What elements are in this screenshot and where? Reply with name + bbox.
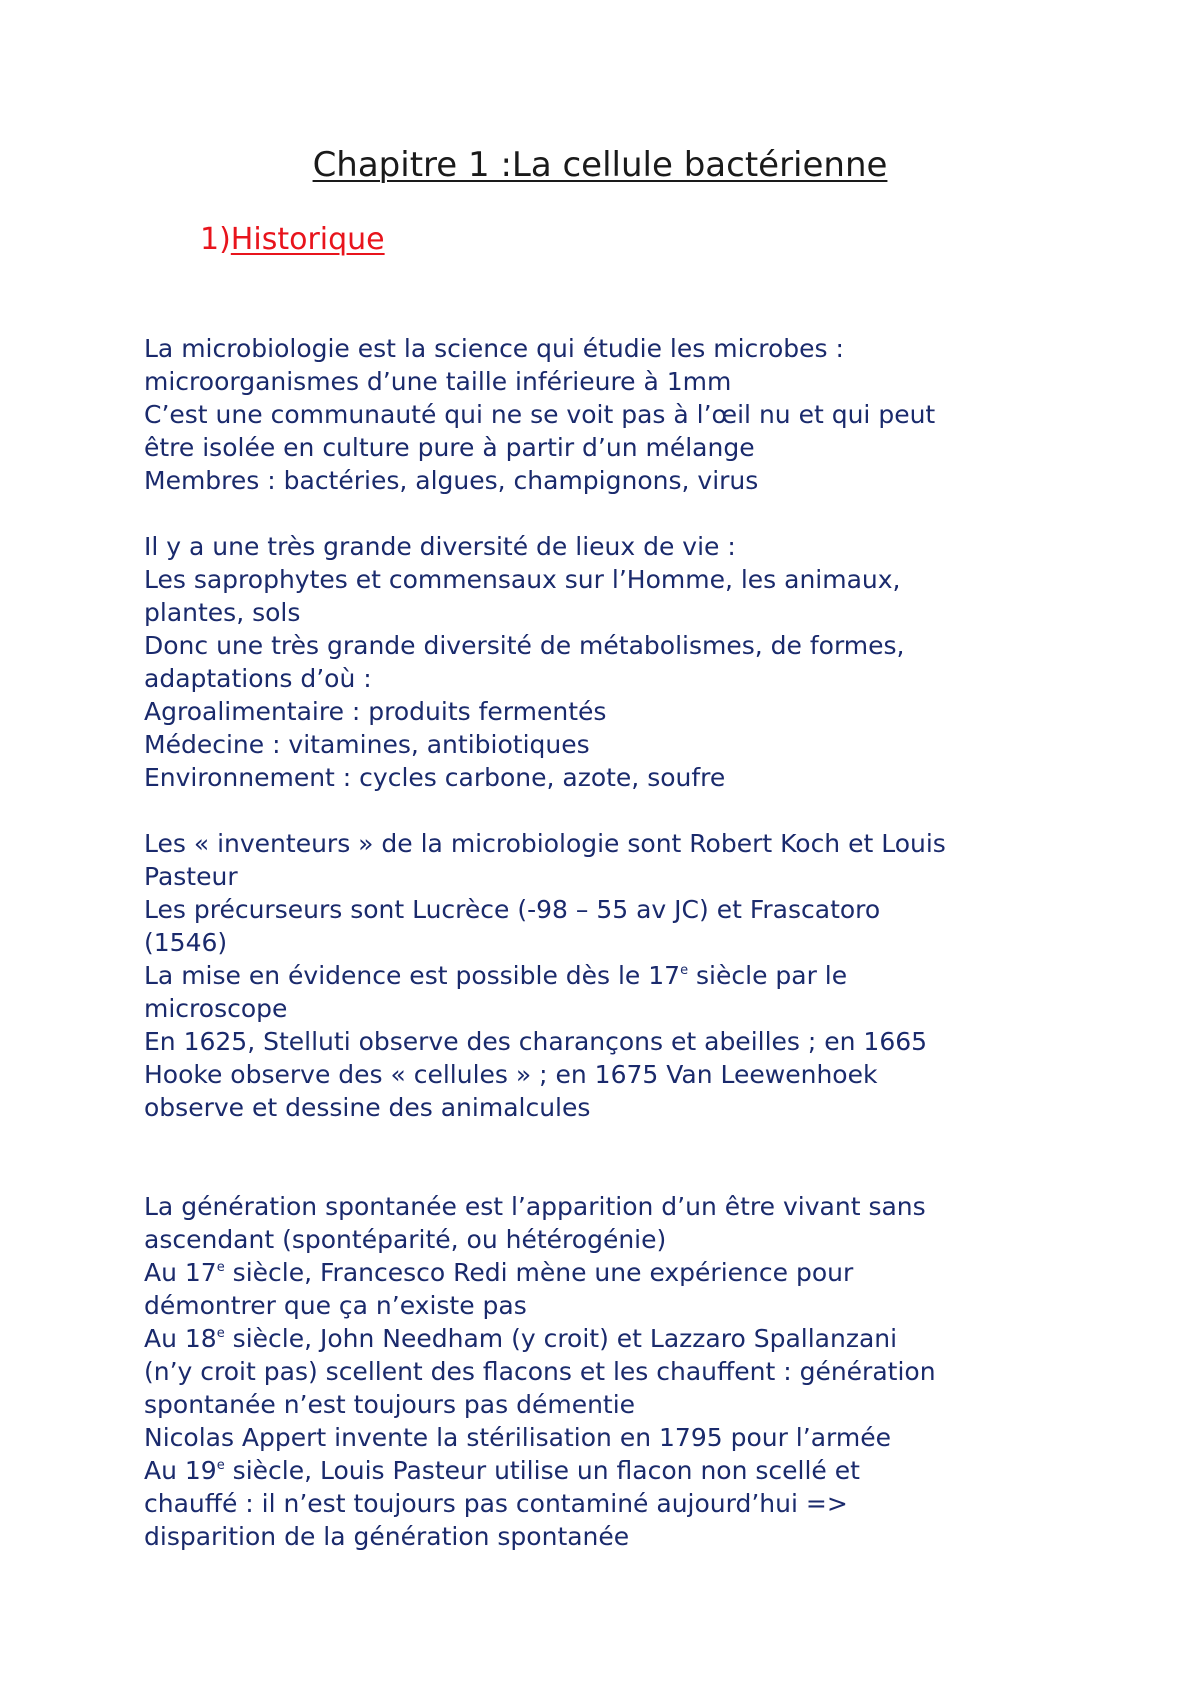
text-line: Il y a une très grande diversité de lieux de vie :	[144, 532, 736, 561]
text-line: spontanée n’est toujours pas démentie	[144, 1390, 636, 1419]
section-label: Historique	[230, 222, 385, 257]
text-line: chauffé : il n’est toujours pas contaminé aujourd’hui =>	[144, 1489, 848, 1518]
text-line: Donc une très grande diversité de métabolismes, de formes,	[144, 631, 905, 660]
ordinal-superscript: e	[216, 1326, 225, 1341]
text-line: (1546)	[144, 928, 228, 957]
text-line: Au 19e siècle, Louis Pasteur utilise un flacon non scellé et	[144, 1456, 860, 1485]
ordinal-superscript: e	[216, 1458, 225, 1473]
text-line: Les saprophytes et commensaux sur l’Homme, les animaux,	[144, 565, 901, 594]
ordinal-superscript: e	[680, 963, 689, 978]
text-line: plantes, sols	[144, 598, 301, 627]
text-line: Nicolas Appert invente la stérilisation en 1795 pour l’armée	[144, 1423, 891, 1452]
text-line: Les « inventeurs » de la microbiologie sont Robert Koch et Louis	[144, 829, 946, 858]
text-line: Médecine : vitamines, antibiotiques	[144, 730, 590, 759]
text-line: La microbiologie est la science qui étudie les microbes :	[144, 334, 844, 363]
text-line: disparition de la génération spontanée	[144, 1522, 630, 1551]
text-line: C’est une communauté qui ne se voit pas à l’œil nu et qui peut	[144, 400, 936, 429]
text-line: Agroalimentaire : produits fermentés	[144, 697, 607, 726]
text-line: La mise en évidence est possible dès le 17e siècle par le	[144, 961, 848, 990]
text-line: microorganismes d’une taille inférieure à 1mm	[144, 367, 732, 396]
paragraph-inventors	[144, 827, 1094, 1124]
text-line: La génération spontanée est l’apparition d’un être vivant sans	[144, 1192, 926, 1221]
text-line: Les précurseurs sont Lucrèce (-98 – 55 av JC) et Frascatoro	[144, 895, 881, 924]
text-line: Membres : bactéries, algues, champignons, virus	[144, 466, 759, 495]
page-title	[0, 141, 1200, 189]
text-line: démontrer que ça n’existe pas	[144, 1291, 527, 1320]
paragraph-diversity	[144, 530, 1094, 794]
section-number: 1)	[200, 222, 231, 257]
text-line: Environnement : cycles carbone, azote, soufre	[144, 763, 726, 792]
text-line: Pasteur	[144, 862, 238, 891]
text-line: En 1625, Stelluti observe des charançons et abeilles ; en 1665	[144, 1027, 928, 1056]
text-line: Au 18e siècle, John Needham (y croit) et Lazzaro Spallanzani	[144, 1324, 898, 1353]
paragraph-spontaneous-generation	[144, 1190, 1094, 1553]
text-line: Au 17e siècle, Francesco Redi mène une expérience pour	[144, 1258, 854, 1287]
text-line: (n’y croit pas) scellent des flacons et les chauffent : génération	[144, 1357, 936, 1386]
text-line: microscope	[144, 994, 288, 1023]
text-line: ascendant (spontéparité, ou hétérogénie)	[144, 1225, 667, 1254]
page-title-text: Chapitre 1 :La cellule bactérienne	[312, 145, 888, 185]
text-line: être isolée en culture pure à partir d’un mélange	[144, 433, 755, 462]
text-line: adaptations d’où :	[144, 664, 372, 693]
section-heading-historique	[200, 219, 385, 261]
text-line: Hooke observe des « cellules » ; en 1675 Van Leewenhoek	[144, 1060, 878, 1089]
ordinal-superscript: e	[216, 1260, 225, 1275]
paragraph-definition	[144, 332, 1094, 497]
text-line: observe et dessine des animalcules	[144, 1093, 591, 1122]
document-body	[144, 332, 1094, 1553]
